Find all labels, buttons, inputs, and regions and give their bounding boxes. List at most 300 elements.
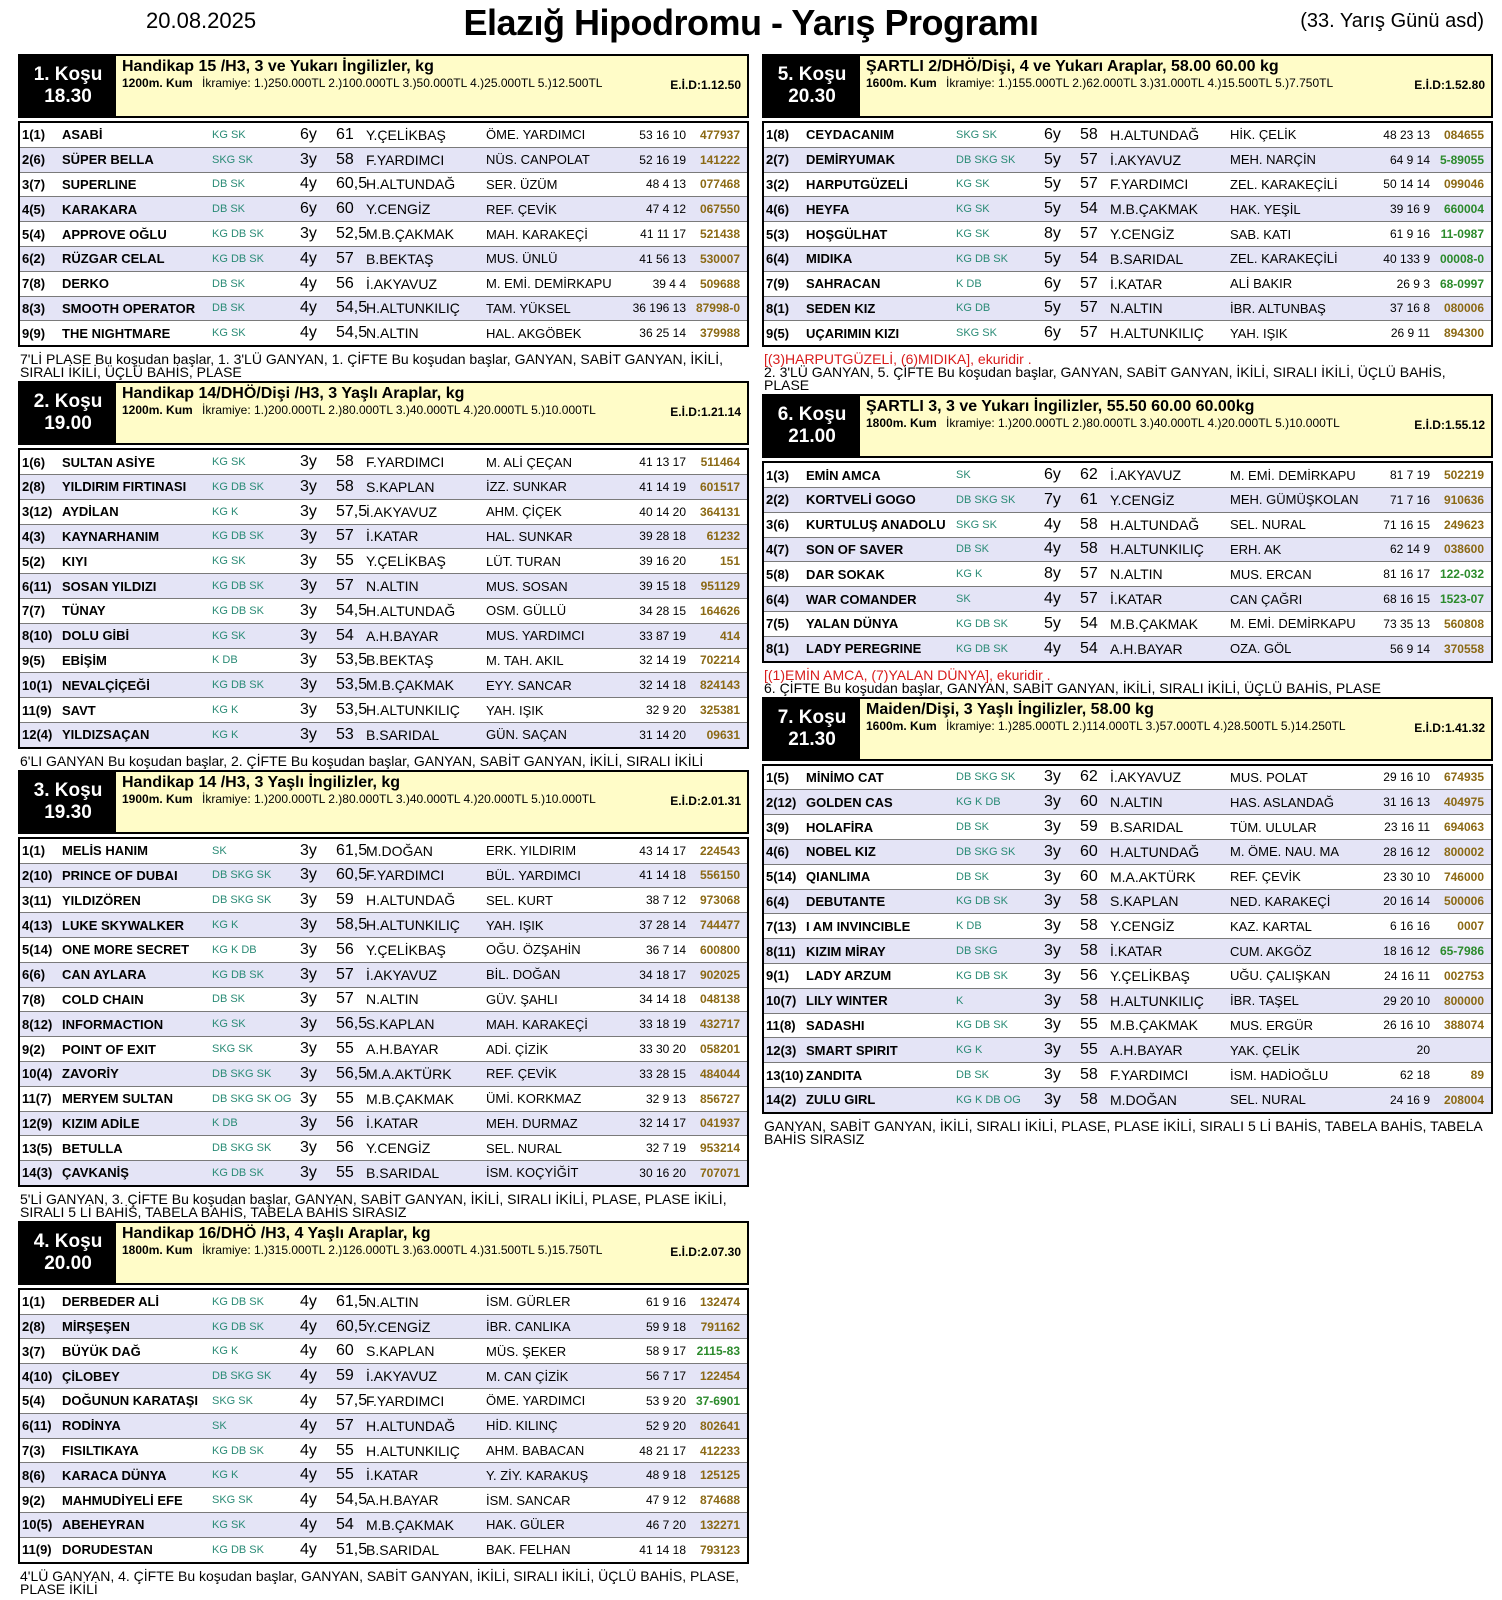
horse-name: YILDIZÖREN <box>62 892 141 908</box>
horse-row[interactable] <box>20 197 747 222</box>
horse-row[interactable] <box>764 488 1491 513</box>
horse-gear: KG K DB OG <box>956 1093 1021 1106</box>
horse-age: 3y <box>300 150 317 168</box>
horse-age: 5y <box>1044 175 1061 193</box>
horse-name: INFORMACTION <box>62 1016 164 1032</box>
horse-row[interactable] <box>20 698 747 723</box>
horse-row[interactable] <box>20 123 747 148</box>
horse-row[interactable] <box>764 964 1491 989</box>
horse-stats: 58 9 17 <box>645 1344 686 1359</box>
horse-age: 4y <box>300 1292 317 1310</box>
horse-gear: KG DB SK <box>212 580 264 593</box>
horse-form: 674935 <box>1443 770 1484 785</box>
horse-age: 4y <box>300 1317 317 1335</box>
jockey-name: M.B.ÇAKMAK <box>366 1516 454 1533</box>
jockey-name: A.H.BAYAR <box>1110 640 1183 657</box>
horse-age: 3y <box>300 601 317 619</box>
horse-row[interactable] <box>20 888 747 913</box>
horse-name: DEBUTANTE <box>806 893 886 909</box>
horse-weight: 57 <box>1080 565 1098 583</box>
horse-row[interactable] <box>764 197 1491 222</box>
horse-age: 3y <box>300 527 317 545</box>
horse-gear: SK <box>212 844 227 857</box>
race-details <box>122 76 741 90</box>
horse-row[interactable] <box>20 247 747 272</box>
trainer-name: İSM. GÜRLER <box>486 1294 571 1310</box>
horse-name: COLD CHAIN <box>62 991 144 1007</box>
jockey-name: S.KAPLAN <box>1110 893 1179 910</box>
horse-name: KARAKARA <box>62 201 138 217</box>
horse-weight: 55 <box>1080 1041 1098 1059</box>
horse-row[interactable] <box>20 475 747 500</box>
horse-number: 10(1) <box>22 677 53 693</box>
horse-gear: KG SK <box>212 1018 246 1031</box>
race-block-4 <box>18 1221 749 1598</box>
horse-name: EBİŞİM <box>62 652 107 668</box>
race-header <box>18 54 749 118</box>
jockey-name: H.ALTUNKILIÇ <box>366 917 460 934</box>
jockey-name: H.ALTUNDAĞ <box>1110 516 1200 533</box>
horse-stats: 36 196 13 <box>632 301 686 316</box>
horse-gear: KG DB SK <box>956 969 1008 982</box>
trainer-name: İZZ. SUNKAR <box>486 479 567 495</box>
horse-form: 660004 <box>1443 202 1484 217</box>
horse-row[interactable] <box>20 938 747 963</box>
horse-form: 744477 <box>699 918 740 933</box>
horse-row[interactable] <box>20 1062 747 1087</box>
horse-row[interactable] <box>20 1339 747 1364</box>
horse-stats: 36 7 14 <box>645 942 686 957</box>
jockey-name: F.YARDIMCI <box>1110 1067 1189 1083</box>
race-prize: İkramiye: 1.)200.000TL 2.)80.000TL 3.)40.000TL 4.)20.000TL 5.)10.000TL <box>202 403 596 418</box>
horse-row[interactable] <box>20 1290 747 1315</box>
horse-gear: KG DB SK <box>212 1166 264 1179</box>
horse-row[interactable] <box>764 637 1491 661</box>
horse-stats: 71 16 15 <box>1383 517 1430 532</box>
horse-row[interactable] <box>764 939 1491 964</box>
horse-age: 3y <box>1044 942 1061 960</box>
race-day-label: (33. Yarış Günü asd) <box>1300 10 1484 32</box>
trainer-name: GÜV. ŞAHLI <box>486 991 558 1007</box>
horse-form: 224543 <box>699 843 740 858</box>
horse-row[interactable] <box>764 321 1491 345</box>
horse-row[interactable] <box>20 988 747 1013</box>
horse-form: 521438 <box>699 227 740 242</box>
horse-row[interactable] <box>764 123 1491 148</box>
horse-name: YILDIZSAÇAN <box>62 727 150 743</box>
horse-weight: 61,5 <box>336 1292 368 1310</box>
horse-row[interactable] <box>20 1513 747 1538</box>
horse-gear: DB SKG SK <box>212 894 272 907</box>
horse-row[interactable] <box>20 500 747 525</box>
horse-weight: 59 <box>336 1367 354 1385</box>
horse-form: 37-6901 <box>695 1393 740 1408</box>
horse-form: 560808 <box>1443 616 1484 631</box>
race-table <box>18 448 749 749</box>
horse-weight: 54 <box>336 1515 354 1533</box>
trainer-name: REF. ÇEVİK <box>486 1066 557 1082</box>
horse-row[interactable] <box>20 649 747 674</box>
horse-row[interactable] <box>20 1161 747 1185</box>
horse-form: 09631 <box>706 727 740 742</box>
horse-weight: 54 <box>1080 249 1098 267</box>
horse-row[interactable] <box>764 538 1491 563</box>
horse-stats: 34 18 17 <box>639 967 686 982</box>
jockey-name: İ.KATAR <box>1110 275 1163 292</box>
horse-row[interactable] <box>20 1364 747 1389</box>
horse-row[interactable] <box>20 723 747 747</box>
jockey-name: S.KAPLAN <box>366 1016 435 1033</box>
horse-weight: 54 <box>1080 614 1098 632</box>
horse-row[interactable] <box>20 864 747 889</box>
horse-weight: 57,5 <box>336 1391 368 1409</box>
race-number-box <box>764 699 860 759</box>
horse-name: TÜNAY <box>62 603 106 619</box>
horse-row[interactable] <box>20 450 747 475</box>
horse-gear: DB SKG SK <box>212 1142 272 1155</box>
horse-age: 3y <box>300 965 317 983</box>
horse-gear: KG K <box>212 1345 239 1358</box>
race-number-box <box>764 56 860 116</box>
jockey-name: İ.AKYAVUZ <box>366 1368 438 1385</box>
horse-row[interactable] <box>20 1112 747 1137</box>
horse-row[interactable] <box>764 297 1491 322</box>
horse-weight: 62 <box>1080 768 1098 786</box>
horse-weight: 57 <box>1080 324 1098 342</box>
jockey-name: S.KAPLAN <box>366 478 435 495</box>
race-time: 21.00 <box>788 426 836 448</box>
horse-stats: 26 16 10 <box>1383 1018 1430 1033</box>
horse-form: 902025 <box>699 967 740 982</box>
horse-stats: 32 9 20 <box>645 703 686 718</box>
horse-weight: 61 <box>336 125 354 143</box>
horse-row[interactable] <box>20 272 747 297</box>
horse-stats: 26 9 11 <box>1390 326 1430 341</box>
horse-form: 793123 <box>699 1542 740 1557</box>
bet-types-note: 6'LI GANYAN Bu koşudan başlar, 2. ÇİFTE Bu koşudan başlar, GANYAN, SABİT GANYAN, İKİLİ, SIRALI İKİLİ <box>20 752 704 769</box>
horse-name: PRINCE OF DUBAI <box>62 867 178 883</box>
horse-number: 1(1) <box>22 843 46 859</box>
horse-row[interactable] <box>764 815 1491 840</box>
horse-weight: 60,5 <box>336 866 368 884</box>
horse-stats: 34 14 18 <box>639 992 686 1007</box>
horse-stats: 39 15 18 <box>639 579 686 594</box>
horse-stats: 37 16 8 <box>1389 301 1430 316</box>
horse-age: 3y <box>1044 966 1061 984</box>
horse-age: 3y <box>300 1114 317 1132</box>
horse-row[interactable] <box>20 1439 747 1464</box>
horse-stats: 56 9 14 <box>1389 641 1430 656</box>
horse-stats: 6 16 16 <box>1389 919 1430 934</box>
horse-gear: DB SK <box>956 821 990 834</box>
horse-row[interactable] <box>20 1389 747 1414</box>
race-distance: 1800m. Kum <box>122 1242 193 1257</box>
trainer-name: İSM. HADİOĞLU <box>1230 1067 1329 1083</box>
horse-stats: 29 16 10 <box>1383 770 1430 785</box>
horse-stats: 37 28 14 <box>639 918 686 933</box>
race-title: Handikap 16/DHÖ /H3, 4 Yaşlı Araplar, kg <box>122 1224 431 1242</box>
horse-stats: 52 9 20 <box>645 1418 686 1433</box>
horse-row[interactable] <box>764 914 1491 939</box>
horse-row[interactable] <box>20 1136 747 1161</box>
trainer-name: MAH. KARAKEÇİ <box>486 1016 588 1032</box>
horse-number: 7(5) <box>766 616 790 632</box>
horse-name: MİRŞEŞEN <box>62 1319 130 1335</box>
horse-gear: KG K <box>212 919 239 932</box>
horse-weight: 57 <box>336 249 354 267</box>
horse-row[interactable] <box>764 1014 1491 1039</box>
horse-stats: 23 30 10 <box>1383 869 1430 884</box>
jockey-name: H.ALTUNDAĞ <box>366 1417 456 1434</box>
jockey-name: Y.CENGİZ <box>366 1140 431 1157</box>
horse-age: 5y <box>1044 614 1061 632</box>
horse-row[interactable] <box>20 839 747 864</box>
horse-name: ABEHEYRAN <box>62 1517 145 1533</box>
horse-row[interactable] <box>764 587 1491 612</box>
horse-row[interactable] <box>20 1538 747 1562</box>
horse-row[interactable] <box>764 790 1491 815</box>
horse-row[interactable] <box>764 1063 1491 1088</box>
race-block-2 <box>18 381 749 770</box>
horse-row[interactable] <box>20 148 747 173</box>
race-record: E.İ.D:2.01.31 <box>670 793 741 808</box>
horse-row[interactable] <box>764 148 1491 173</box>
horse-number: 8(1) <box>766 300 790 316</box>
horse-row[interactable] <box>20 1488 747 1513</box>
horse-name: ÇAVKANİŞ <box>62 1165 129 1181</box>
horse-row[interactable] <box>20 321 747 345</box>
horse-form: 067550 <box>699 202 740 217</box>
trainer-name: ZEL. KARAKEÇİLİ <box>1230 176 1338 192</box>
horse-row[interactable] <box>20 574 747 599</box>
trainer-name: NÜS. CANPOLAT <box>486 152 590 168</box>
jockey-name: N.ALTIN <box>366 1293 419 1310</box>
jockey-name: F.YARDIMCI <box>366 867 445 884</box>
horse-age: 3y <box>300 1015 317 1033</box>
horse-form: 500006 <box>1443 894 1484 909</box>
horse-stats: 47 4 12 <box>645 202 686 217</box>
jockey-name: M.B.ÇAKMAK <box>366 677 454 694</box>
race-prize: İkramiye: 1.)315.000TL 2.)126.000TL 3.)63.000TL 4.)31.500TL 5.)15.750TL <box>202 1242 603 1257</box>
horse-number: 2(6) <box>22 152 46 168</box>
horse-form: 502219 <box>1443 468 1484 483</box>
horse-stats: 56 7 17 <box>645 1369 686 1384</box>
horse-row[interactable] <box>764 1088 1491 1112</box>
race-block-6 <box>762 394 1493 696</box>
horse-age: 4y <box>300 175 317 193</box>
horse-weight: 53,5 <box>336 701 368 719</box>
horse-name: AYDİLAN <box>62 504 119 520</box>
horse-form: 249623 <box>1443 517 1484 532</box>
horse-age: 4y <box>300 1342 317 1360</box>
horse-weight: 56,5 <box>336 1064 368 1082</box>
horse-number: 11(9) <box>22 1542 52 1558</box>
horse-row[interactable] <box>20 297 747 322</box>
horse-name: KIZIM MİRAY <box>806 943 886 959</box>
horse-age: 4y <box>1044 590 1061 608</box>
horse-age: 3y <box>1044 1066 1061 1083</box>
horse-gear: KG DB SK <box>956 617 1008 630</box>
horse-form: 404975 <box>1443 795 1484 810</box>
horse-row[interactable] <box>20 673 747 698</box>
horse-row[interactable] <box>764 890 1491 915</box>
horse-number: 12(3) <box>766 1042 797 1058</box>
horse-form: 484044 <box>699 1066 740 1081</box>
horse-stats: 73 35 13 <box>1383 616 1430 631</box>
horse-row[interactable] <box>764 766 1491 791</box>
horse-row[interactable] <box>20 1037 747 1062</box>
horse-stats: 23 16 11 <box>1384 820 1430 835</box>
horse-name: I AM INVINCIBLE <box>806 918 911 934</box>
horse-name: MIDIKA <box>806 251 853 267</box>
horse-gear: KG SK <box>212 555 246 568</box>
horse-number: 3(12) <box>22 504 53 520</box>
horse-row[interactable] <box>20 599 747 624</box>
program-date: 20.08.2025 <box>146 8 257 33</box>
horse-age: 3y <box>300 651 317 669</box>
horse-stats: 26 9 3 <box>1396 276 1430 291</box>
horse-form: 1523-07 <box>1439 592 1484 607</box>
horse-form: 122-032 <box>1439 567 1484 582</box>
jockey-name: H.ALTUNDAĞ <box>1110 126 1200 143</box>
horse-row[interactable] <box>764 612 1491 637</box>
horse-row[interactable] <box>764 272 1491 297</box>
race-info <box>116 56 747 116</box>
horse-age: 4y <box>1044 540 1061 558</box>
horse-form: 800002 <box>1443 844 1484 859</box>
trainer-name: MUS. SOSAN <box>486 578 568 594</box>
horse-stats: 28 16 12 <box>1383 844 1430 859</box>
horse-form: 432717 <box>699 1017 740 1032</box>
horse-age: 3y <box>300 1089 317 1107</box>
horse-number: 8(1) <box>766 641 790 657</box>
horse-row[interactable] <box>20 1463 747 1488</box>
horse-row[interactable] <box>20 913 747 938</box>
horse-form: 89 <box>1470 1068 1484 1082</box>
horse-name: THE NIGHTMARE <box>62 325 171 341</box>
horse-row[interactable] <box>20 1414 747 1439</box>
horse-number: 10(7) <box>766 993 797 1009</box>
horse-stats: 18 16 12 <box>1383 944 1430 959</box>
horse-form: 388074 <box>1443 1018 1484 1033</box>
horse-name: MERYEM SULTAN <box>62 1091 173 1107</box>
horse-weight: 56 <box>336 1139 354 1157</box>
horse-row[interactable] <box>20 624 747 649</box>
horse-gear: DB SKG SK OG <box>212 1092 292 1105</box>
horse-name: DERKO <box>62 276 109 292</box>
ekurie-note: [(1)EMİN AMCA, (7)YALAN DÜNYA], ekuridir . <box>764 666 1051 683</box>
horse-stats: 41 14 19 <box>639 479 686 494</box>
trainer-name: ERK. YILDIRIM <box>486 843 577 859</box>
horse-stats: 31 16 13 <box>1383 795 1430 810</box>
horse-form: 600800 <box>699 942 740 957</box>
horse-row[interactable] <box>764 1038 1491 1063</box>
race-prize: İkramiye: 1.)250.000TL 2.)100.000TL 3.)50.000TL 4.)25.000TL 5.)12.500TL <box>202 76 603 90</box>
horse-row[interactable] <box>20 173 747 198</box>
horse-row[interactable] <box>20 1012 747 1037</box>
jockey-name: B.SARIDAL <box>1110 819 1184 836</box>
horse-stats: 32 9 13 <box>645 1091 686 1106</box>
trainer-name: İBR. TAŞEL <box>1230 993 1299 1009</box>
horse-row[interactable] <box>20 222 747 247</box>
race-table <box>18 837 749 1187</box>
race-record: E.İ.D:1.21.14 <box>670 405 741 420</box>
jockey-name: N.ALTIN <box>1110 566 1163 583</box>
trainer-name: REF. ÇEVİK <box>1230 869 1301 885</box>
horse-form: 080006 <box>1443 301 1484 316</box>
horse-age: 4y <box>1044 639 1061 657</box>
horse-number: 10(4) <box>22 1066 53 1082</box>
trainer-name: BİL. DOĞAN <box>486 967 561 983</box>
horse-form: 802641 <box>699 1418 740 1433</box>
ekurie-note: [(3)HARPUTGÜZELİ, (6)MIDIKA], ekuridir . <box>764 351 1032 368</box>
horse-gear: KG K <box>956 568 983 581</box>
horse-row[interactable] <box>764 247 1491 272</box>
jockey-name: M.B.ÇAKMAK <box>1110 201 1198 218</box>
horse-weight: 56,5 <box>336 1015 368 1033</box>
horse-name: QIANLIMA <box>806 869 871 885</box>
horse-number: 7(8) <box>22 991 46 1007</box>
horse-row[interactable] <box>764 173 1491 198</box>
horse-weight: 59 <box>1080 818 1098 836</box>
trainer-name: YAH. IŞIK <box>486 702 544 718</box>
horse-row[interactable] <box>764 865 1491 890</box>
horse-gear: DB SK <box>212 277 246 290</box>
horse-number: 2(8) <box>22 479 46 495</box>
race-time: 18.30 <box>44 86 92 107</box>
horse-row[interactable] <box>764 989 1491 1014</box>
horse-row[interactable] <box>20 963 747 988</box>
jockey-name: İ.KATAR <box>366 1115 419 1132</box>
horse-gear: KG DB SK <box>956 895 1008 908</box>
horse-row[interactable] <box>20 525 747 550</box>
horse-weight: 58 <box>336 477 354 495</box>
horse-row[interactable] <box>764 222 1491 247</box>
horse-form: 099046 <box>1443 177 1484 192</box>
horse-row[interactable] <box>20 549 747 574</box>
horse-stats: 40 14 20 <box>639 504 686 519</box>
horse-name: GOLDEN CAS <box>806 794 893 810</box>
horse-gear: SKG SK <box>212 1494 253 1507</box>
horse-gear: DB SKG SK <box>212 1370 272 1383</box>
horse-form: 951129 <box>700 579 740 594</box>
horse-form: 973068 <box>699 893 740 908</box>
horse-name: LADY ARZUM <box>806 968 892 984</box>
horse-age: 3y <box>1044 917 1061 935</box>
jockey-name: H.ALTUNKILIÇ <box>366 702 460 719</box>
horse-stats: 20 <box>1416 1043 1430 1058</box>
race-prize: İkramiye: 1.)200.000TL 2.)80.000TL 3.)40.000TL 4.)20.000TL 5.)10.000TL <box>202 791 596 806</box>
horse-age: 4y <box>300 249 317 267</box>
horse-weight: 55 <box>336 1163 354 1181</box>
horse-row[interactable] <box>764 562 1491 587</box>
horse-row[interactable] <box>20 1087 747 1112</box>
horse-weight: 58 <box>336 150 354 168</box>
horse-stats: 47 9 12 <box>645 1493 686 1508</box>
horse-number: 14(3) <box>22 1165 53 1181</box>
horse-weight: 54,5 <box>336 299 368 317</box>
race-time: 19.00 <box>44 413 92 435</box>
horse-gear: K DB <box>956 920 982 933</box>
race-record: E.İ.D:1.52.80 <box>1414 78 1485 92</box>
horse-row[interactable] <box>764 463 1491 488</box>
horse-row[interactable] <box>764 840 1491 865</box>
horse-row[interactable] <box>20 1315 747 1340</box>
horse-name: ÇİLOBEY <box>62 1368 120 1384</box>
trainer-name: OSM. GÜLLÜ <box>486 603 567 619</box>
horse-age: 3y <box>300 916 317 934</box>
horse-row[interactable] <box>764 513 1491 538</box>
